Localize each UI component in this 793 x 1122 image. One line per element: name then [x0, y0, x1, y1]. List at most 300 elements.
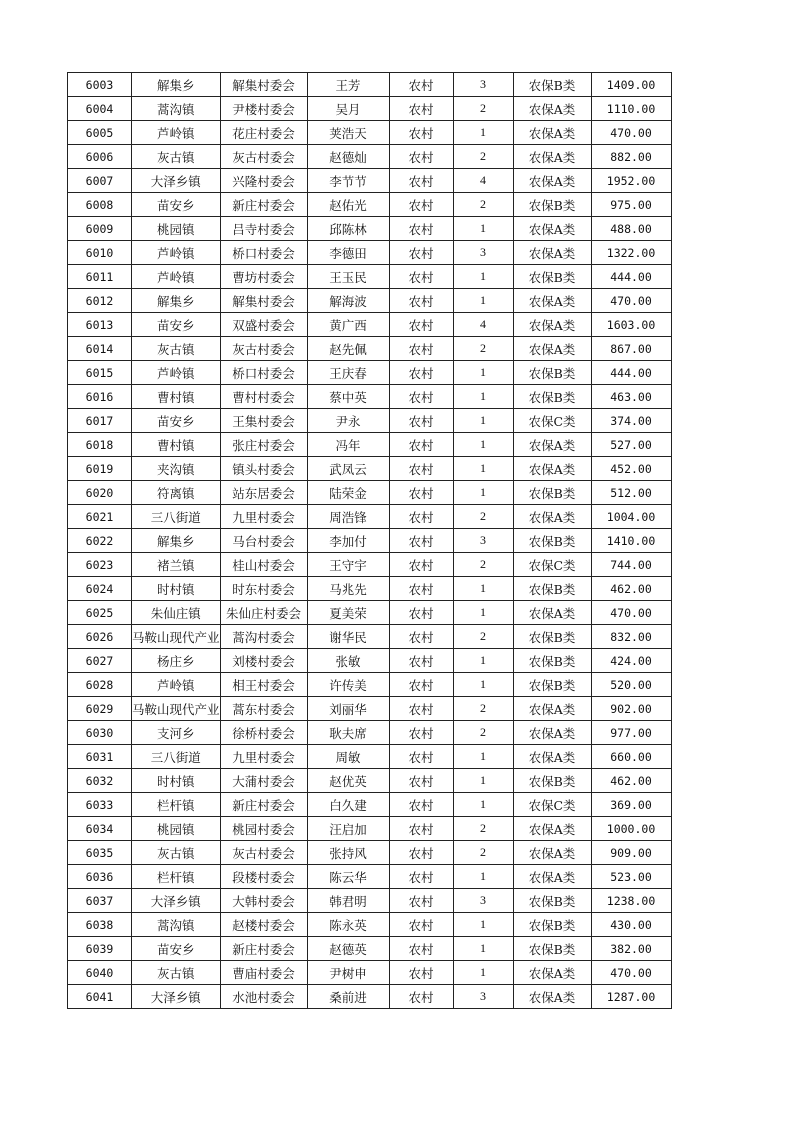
table-row: [68, 289, 672, 313]
record-id-cell: 6041: [68, 985, 132, 1009]
insurance-category-cell: 农保B类: [513, 361, 591, 385]
amount-cell: 523.00: [591, 865, 671, 889]
village-committee-cell: 朱仙庄村委会: [220, 601, 307, 625]
insurance-category-cell: 农保B类: [513, 577, 591, 601]
village-committee-cell: 九里村委会: [220, 505, 307, 529]
household-count-cell: 1: [453, 745, 513, 769]
insurance-category-cell: 农保B类: [513, 769, 591, 793]
village-committee-cell: 曹坊村委会: [220, 265, 307, 289]
household-count-cell: 2: [453, 817, 513, 841]
household-count-cell: 1: [453, 361, 513, 385]
area-type-cell: 农村: [389, 769, 453, 793]
person-name-cell: 赵德灿: [307, 145, 389, 169]
person-name-cell: 张持风: [307, 841, 389, 865]
amount-cell: 463.00: [591, 385, 671, 409]
table-row: [68, 745, 672, 769]
household-count-cell: 1: [453, 793, 513, 817]
table-row: [68, 529, 672, 553]
insurance-category-cell: 农保C类: [513, 553, 591, 577]
record-id-cell: 6020: [68, 481, 132, 505]
person-name-cell: 李节节: [307, 169, 389, 193]
insurance-category-cell: 农保B类: [513, 265, 591, 289]
village-committee-cell: 镇头村委会: [220, 457, 307, 481]
record-id-cell: 6014: [68, 337, 132, 361]
record-id-cell: 6015: [68, 361, 132, 385]
area-type-cell: 农村: [389, 265, 453, 289]
record-id-cell: 6007: [68, 169, 132, 193]
amount-cell: 382.00: [591, 937, 671, 961]
household-count-cell: 1: [453, 577, 513, 601]
village-committee-cell: 赵楼村委会: [220, 913, 307, 937]
household-count-cell: 2: [453, 841, 513, 865]
record-id-cell: 6006: [68, 145, 132, 169]
village-committee-cell: 站东居委会: [220, 481, 307, 505]
table-row: [68, 793, 672, 817]
township-cell: 苗安乡: [132, 937, 221, 961]
person-name-cell: 尹永: [307, 409, 389, 433]
area-type-cell: 农村: [389, 793, 453, 817]
township-cell: 解集乡: [132, 73, 221, 97]
township-cell: 苗安乡: [132, 313, 221, 337]
household-count-cell: 1: [453, 385, 513, 409]
record-id-cell: 6005: [68, 121, 132, 145]
insurance-category-cell: 农保A类: [513, 985, 591, 1009]
area-type-cell: 农村: [389, 841, 453, 865]
area-type-cell: 农村: [389, 73, 453, 97]
table-row: [68, 265, 672, 289]
person-name-cell: 刘丽华: [307, 697, 389, 721]
person-name-cell: 韩君明: [307, 889, 389, 913]
township-cell: 芦岭镇: [132, 673, 221, 697]
amount-cell: 975.00: [591, 193, 671, 217]
village-committee-cell: 桂山村委会: [220, 553, 307, 577]
insurance-category-cell: 农保A类: [513, 433, 591, 457]
table-row: [68, 313, 672, 337]
village-committee-cell: 曹庙村委会: [220, 961, 307, 985]
insurance-category-cell: 农保A类: [513, 505, 591, 529]
record-id-cell: 6021: [68, 505, 132, 529]
village-committee-cell: 段楼村委会: [220, 865, 307, 889]
township-cell: 灰古镇: [132, 337, 221, 361]
record-id-cell: 6038: [68, 913, 132, 937]
person-name-cell: 许传美: [307, 673, 389, 697]
area-type-cell: 农村: [389, 601, 453, 625]
area-type-cell: 农村: [389, 193, 453, 217]
area-type-cell: 农村: [389, 121, 453, 145]
insurance-category-cell: 农保B类: [513, 385, 591, 409]
township-cell: 灰古镇: [132, 841, 221, 865]
record-id-cell: 6029: [68, 697, 132, 721]
household-count-cell: 4: [453, 313, 513, 337]
table-row: [68, 577, 672, 601]
record-id-cell: 6025: [68, 601, 132, 625]
household-count-cell: 1: [453, 913, 513, 937]
village-committee-cell: 徐桥村委会: [220, 721, 307, 745]
amount-cell: 902.00: [591, 697, 671, 721]
data-sheet: [67, 72, 672, 1009]
person-name-cell: 尹树申: [307, 961, 389, 985]
area-type-cell: 农村: [389, 433, 453, 457]
record-id-cell: 6008: [68, 193, 132, 217]
insurance-category-cell: 农保A类: [513, 841, 591, 865]
township-cell: 三八街道: [132, 505, 221, 529]
area-type-cell: 农村: [389, 577, 453, 601]
amount-cell: 430.00: [591, 913, 671, 937]
area-type-cell: 农村: [389, 625, 453, 649]
household-count-cell: 2: [453, 625, 513, 649]
household-count-cell: 1: [453, 649, 513, 673]
amount-cell: 444.00: [591, 265, 671, 289]
amount-cell: 462.00: [591, 769, 671, 793]
village-committee-cell: 吕寺村委会: [220, 217, 307, 241]
township-cell: 朱仙庄镇: [132, 601, 221, 625]
record-id-cell: 6023: [68, 553, 132, 577]
amount-cell: 660.00: [591, 745, 671, 769]
village-committee-cell: 灰古村委会: [220, 337, 307, 361]
record-id-cell: 6017: [68, 409, 132, 433]
insurance-category-cell: 农保C类: [513, 793, 591, 817]
record-id-cell: 6013: [68, 313, 132, 337]
township-cell: 栏杆镇: [132, 865, 221, 889]
person-name-cell: 黄广西: [307, 313, 389, 337]
table-row: [68, 721, 672, 745]
village-committee-cell: 相王村委会: [220, 673, 307, 697]
person-name-cell: 陈云华: [307, 865, 389, 889]
person-name-cell: 赵优英: [307, 769, 389, 793]
person-name-cell: 赵德英: [307, 937, 389, 961]
insurance-category-cell: 农保A类: [513, 817, 591, 841]
area-type-cell: 农村: [389, 961, 453, 985]
household-count-cell: 1: [453, 961, 513, 985]
amount-cell: 1952.00: [591, 169, 671, 193]
record-id-cell: 6022: [68, 529, 132, 553]
person-name-cell: 武凤云: [307, 457, 389, 481]
village-committee-cell: 九里村委会: [220, 745, 307, 769]
township-cell: 灰古镇: [132, 145, 221, 169]
insurance-category-cell: 农保A类: [513, 697, 591, 721]
insurance-category-cell: 农保A类: [513, 289, 591, 313]
township-cell: 蒿沟镇: [132, 913, 221, 937]
village-committee-cell: 花庄村委会: [220, 121, 307, 145]
household-count-cell: 2: [453, 193, 513, 217]
household-count-cell: 1: [453, 457, 513, 481]
household-count-cell: 3: [453, 73, 513, 97]
person-name-cell: 马兆先: [307, 577, 389, 601]
village-committee-cell: 桥口村委会: [220, 241, 307, 265]
township-cell: 解集乡: [132, 529, 221, 553]
person-name-cell: 张敏: [307, 649, 389, 673]
table-row: [68, 913, 672, 937]
village-committee-cell: 蒿沟村委会: [220, 625, 307, 649]
insurance-category-cell: 农保B类: [513, 481, 591, 505]
area-type-cell: 农村: [389, 217, 453, 241]
area-type-cell: 农村: [389, 937, 453, 961]
township-cell: 褚兰镇: [132, 553, 221, 577]
record-id-cell: 6011: [68, 265, 132, 289]
insurance-category-cell: 农保B类: [513, 937, 591, 961]
household-count-cell: 1: [453, 265, 513, 289]
township-cell: 马鞍山现代产业: [132, 625, 221, 649]
village-committee-cell: 尹楼村委会: [220, 97, 307, 121]
person-name-cell: 周浩锋: [307, 505, 389, 529]
person-name-cell: 陆荣金: [307, 481, 389, 505]
household-count-cell: 2: [453, 145, 513, 169]
area-type-cell: 农村: [389, 529, 453, 553]
record-id-cell: 6035: [68, 841, 132, 865]
insurance-category-cell: 农保A类: [513, 313, 591, 337]
township-cell: 杨庄乡: [132, 649, 221, 673]
household-count-cell: 1: [453, 217, 513, 241]
person-name-cell: 王守宇: [307, 553, 389, 577]
township-cell: 大泽乡镇: [132, 169, 221, 193]
area-type-cell: 农村: [389, 169, 453, 193]
person-name-cell: 王玉民: [307, 265, 389, 289]
household-count-cell: 2: [453, 97, 513, 121]
household-count-cell: 1: [453, 121, 513, 145]
township-cell: 符离镇: [132, 481, 221, 505]
household-count-cell: 1: [453, 769, 513, 793]
township-cell: 苗安乡: [132, 409, 221, 433]
person-name-cell: 白久建: [307, 793, 389, 817]
record-id-cell: 6012: [68, 289, 132, 313]
area-type-cell: 农村: [389, 505, 453, 529]
township-cell: 夹沟镇: [132, 457, 221, 481]
area-type-cell: 农村: [389, 361, 453, 385]
record-id-cell: 6039: [68, 937, 132, 961]
township-cell: 蒿沟镇: [132, 97, 221, 121]
person-name-cell: 王庆春: [307, 361, 389, 385]
amount-cell: 1603.00: [591, 313, 671, 337]
amount-cell: 470.00: [591, 289, 671, 313]
amount-cell: 1110.00: [591, 97, 671, 121]
household-count-cell: 1: [453, 481, 513, 505]
township-cell: 大泽乡镇: [132, 985, 221, 1009]
record-id-cell: 6031: [68, 745, 132, 769]
township-cell: 芦岭镇: [132, 121, 221, 145]
amount-cell: 452.00: [591, 457, 671, 481]
household-count-cell: 3: [453, 985, 513, 1009]
household-count-cell: 1: [453, 601, 513, 625]
area-type-cell: 农村: [389, 241, 453, 265]
village-committee-cell: 双盛村委会: [220, 313, 307, 337]
village-committee-cell: 马台村委会: [220, 529, 307, 553]
record-id-cell: 6016: [68, 385, 132, 409]
insurance-category-cell: 农保A类: [513, 217, 591, 241]
table-row: [68, 505, 672, 529]
insurance-category-cell: 农保A类: [513, 865, 591, 889]
amount-cell: 470.00: [591, 961, 671, 985]
village-committee-cell: 新庄村委会: [220, 937, 307, 961]
record-id-cell: 6040: [68, 961, 132, 985]
township-cell: 桃园镇: [132, 817, 221, 841]
township-cell: 灰古镇: [132, 961, 221, 985]
insurance-category-cell: 农保A类: [513, 121, 591, 145]
person-name-cell: 汪启加: [307, 817, 389, 841]
village-committee-cell: 水池村委会: [220, 985, 307, 1009]
village-committee-cell: 王集村委会: [220, 409, 307, 433]
table-row: [68, 97, 672, 121]
village-committee-cell: 兴隆村委会: [220, 169, 307, 193]
amount-cell: 488.00: [591, 217, 671, 241]
record-id-cell: 6027: [68, 649, 132, 673]
amount-cell: 832.00: [591, 625, 671, 649]
table-row: [68, 433, 672, 457]
township-cell: 曹村镇: [132, 385, 221, 409]
insurance-category-cell: 农保A类: [513, 601, 591, 625]
amount-cell: 1000.00: [591, 817, 671, 841]
household-count-cell: 2: [453, 697, 513, 721]
record-id-cell: 6003: [68, 73, 132, 97]
household-count-cell: 1: [453, 409, 513, 433]
township-cell: 时村镇: [132, 769, 221, 793]
household-count-cell: 1: [453, 865, 513, 889]
table-row: [68, 241, 672, 265]
table-row: [68, 481, 672, 505]
area-type-cell: 农村: [389, 817, 453, 841]
table-row: [68, 121, 672, 145]
person-name-cell: 冯年: [307, 433, 389, 457]
insurance-category-cell: 农保B类: [513, 193, 591, 217]
record-id-cell: 6004: [68, 97, 132, 121]
insurance-category-cell: 农保B类: [513, 529, 591, 553]
amount-cell: 462.00: [591, 577, 671, 601]
amount-cell: 1004.00: [591, 505, 671, 529]
insurance-category-cell: 农保B类: [513, 625, 591, 649]
amount-cell: 369.00: [591, 793, 671, 817]
table-row: [68, 937, 672, 961]
village-committee-cell: 曹村村委会: [220, 385, 307, 409]
area-type-cell: 农村: [389, 313, 453, 337]
record-id-cell: 6018: [68, 433, 132, 457]
insurance-category-cell: 农保A类: [513, 97, 591, 121]
record-id-cell: 6036: [68, 865, 132, 889]
amount-cell: 1287.00: [591, 985, 671, 1009]
table-row: [68, 169, 672, 193]
area-type-cell: 农村: [389, 553, 453, 577]
insurance-category-cell: 农保A类: [513, 337, 591, 361]
person-name-cell: 解海波: [307, 289, 389, 313]
township-cell: 芦岭镇: [132, 265, 221, 289]
amount-cell: 470.00: [591, 121, 671, 145]
record-id-cell: 6032: [68, 769, 132, 793]
household-count-cell: 1: [453, 673, 513, 697]
township-cell: 芦岭镇: [132, 241, 221, 265]
person-name-cell: 赵先佩: [307, 337, 389, 361]
amount-cell: 424.00: [591, 649, 671, 673]
township-cell: 大泽乡镇: [132, 889, 221, 913]
amount-cell: 470.00: [591, 601, 671, 625]
village-committee-cell: 新庄村委会: [220, 193, 307, 217]
insurance-category-cell: 农保A类: [513, 961, 591, 985]
table-row: [68, 961, 672, 985]
township-cell: 桃园镇: [132, 217, 221, 241]
area-type-cell: 农村: [389, 913, 453, 937]
township-cell: 马鞍山现代产业: [132, 697, 221, 721]
insurance-category-cell: 农保C类: [513, 409, 591, 433]
table-row: [68, 385, 672, 409]
area-type-cell: 农村: [389, 889, 453, 913]
amount-cell: 444.00: [591, 361, 671, 385]
area-type-cell: 农村: [389, 649, 453, 673]
amount-cell: 1410.00: [591, 529, 671, 553]
table-row: [68, 697, 672, 721]
amount-cell: 909.00: [591, 841, 671, 865]
person-name-cell: 桑前进: [307, 985, 389, 1009]
table-row: [68, 865, 672, 889]
record-id-cell: 6034: [68, 817, 132, 841]
insurance-category-cell: 农保B类: [513, 889, 591, 913]
person-name-cell: 陈永英: [307, 913, 389, 937]
amount-cell: 374.00: [591, 409, 671, 433]
village-committee-cell: 刘楼村委会: [220, 649, 307, 673]
records-body: [68, 73, 672, 1009]
table-row: [68, 145, 672, 169]
record-id-cell: 6033: [68, 793, 132, 817]
amount-cell: 1238.00: [591, 889, 671, 913]
insurance-category-cell: 农保A类: [513, 169, 591, 193]
table-row: [68, 361, 672, 385]
insurance-category-cell: 农保B类: [513, 649, 591, 673]
amount-cell: 1322.00: [591, 241, 671, 265]
table-row: [68, 841, 672, 865]
person-name-cell: 谢华民: [307, 625, 389, 649]
person-name-cell: 邱陈林: [307, 217, 389, 241]
village-committee-cell: 解集村委会: [220, 289, 307, 313]
table-row: [68, 553, 672, 577]
village-committee-cell: 张庄村委会: [220, 433, 307, 457]
area-type-cell: 农村: [389, 145, 453, 169]
amount-cell: 867.00: [591, 337, 671, 361]
person-name-cell: 赵佑光: [307, 193, 389, 217]
township-cell: 解集乡: [132, 289, 221, 313]
household-count-cell: 3: [453, 889, 513, 913]
area-type-cell: 农村: [389, 985, 453, 1009]
insurance-category-cell: 农保A类: [513, 745, 591, 769]
area-type-cell: 农村: [389, 697, 453, 721]
record-id-cell: 6037: [68, 889, 132, 913]
area-type-cell: 农村: [389, 481, 453, 505]
person-name-cell: 王芳: [307, 73, 389, 97]
township-cell: 栏杆镇: [132, 793, 221, 817]
person-name-cell: 蔡中英: [307, 385, 389, 409]
insurance-category-cell: 农保B类: [513, 73, 591, 97]
household-count-cell: 2: [453, 721, 513, 745]
village-committee-cell: 灰古村委会: [220, 145, 307, 169]
records-table: [67, 72, 672, 1009]
area-type-cell: 农村: [389, 721, 453, 745]
table-row: [68, 649, 672, 673]
amount-cell: 977.00: [591, 721, 671, 745]
area-type-cell: 农村: [389, 409, 453, 433]
person-name-cell: 李加付: [307, 529, 389, 553]
table-row: [68, 73, 672, 97]
table-row: [68, 985, 672, 1009]
table-row: [68, 625, 672, 649]
insurance-category-cell: 农保B类: [513, 673, 591, 697]
village-committee-cell: 大韩村委会: [220, 889, 307, 913]
insurance-category-cell: 农保A类: [513, 457, 591, 481]
record-id-cell: 6026: [68, 625, 132, 649]
amount-cell: 520.00: [591, 673, 671, 697]
table-row: [68, 769, 672, 793]
insurance-category-cell: 农保A类: [513, 241, 591, 265]
amount-cell: 744.00: [591, 553, 671, 577]
household-count-cell: 3: [453, 241, 513, 265]
village-committee-cell: 时东村委会: [220, 577, 307, 601]
area-type-cell: 农村: [389, 673, 453, 697]
person-name-cell: 周敏: [307, 745, 389, 769]
township-cell: 曹村镇: [132, 433, 221, 457]
